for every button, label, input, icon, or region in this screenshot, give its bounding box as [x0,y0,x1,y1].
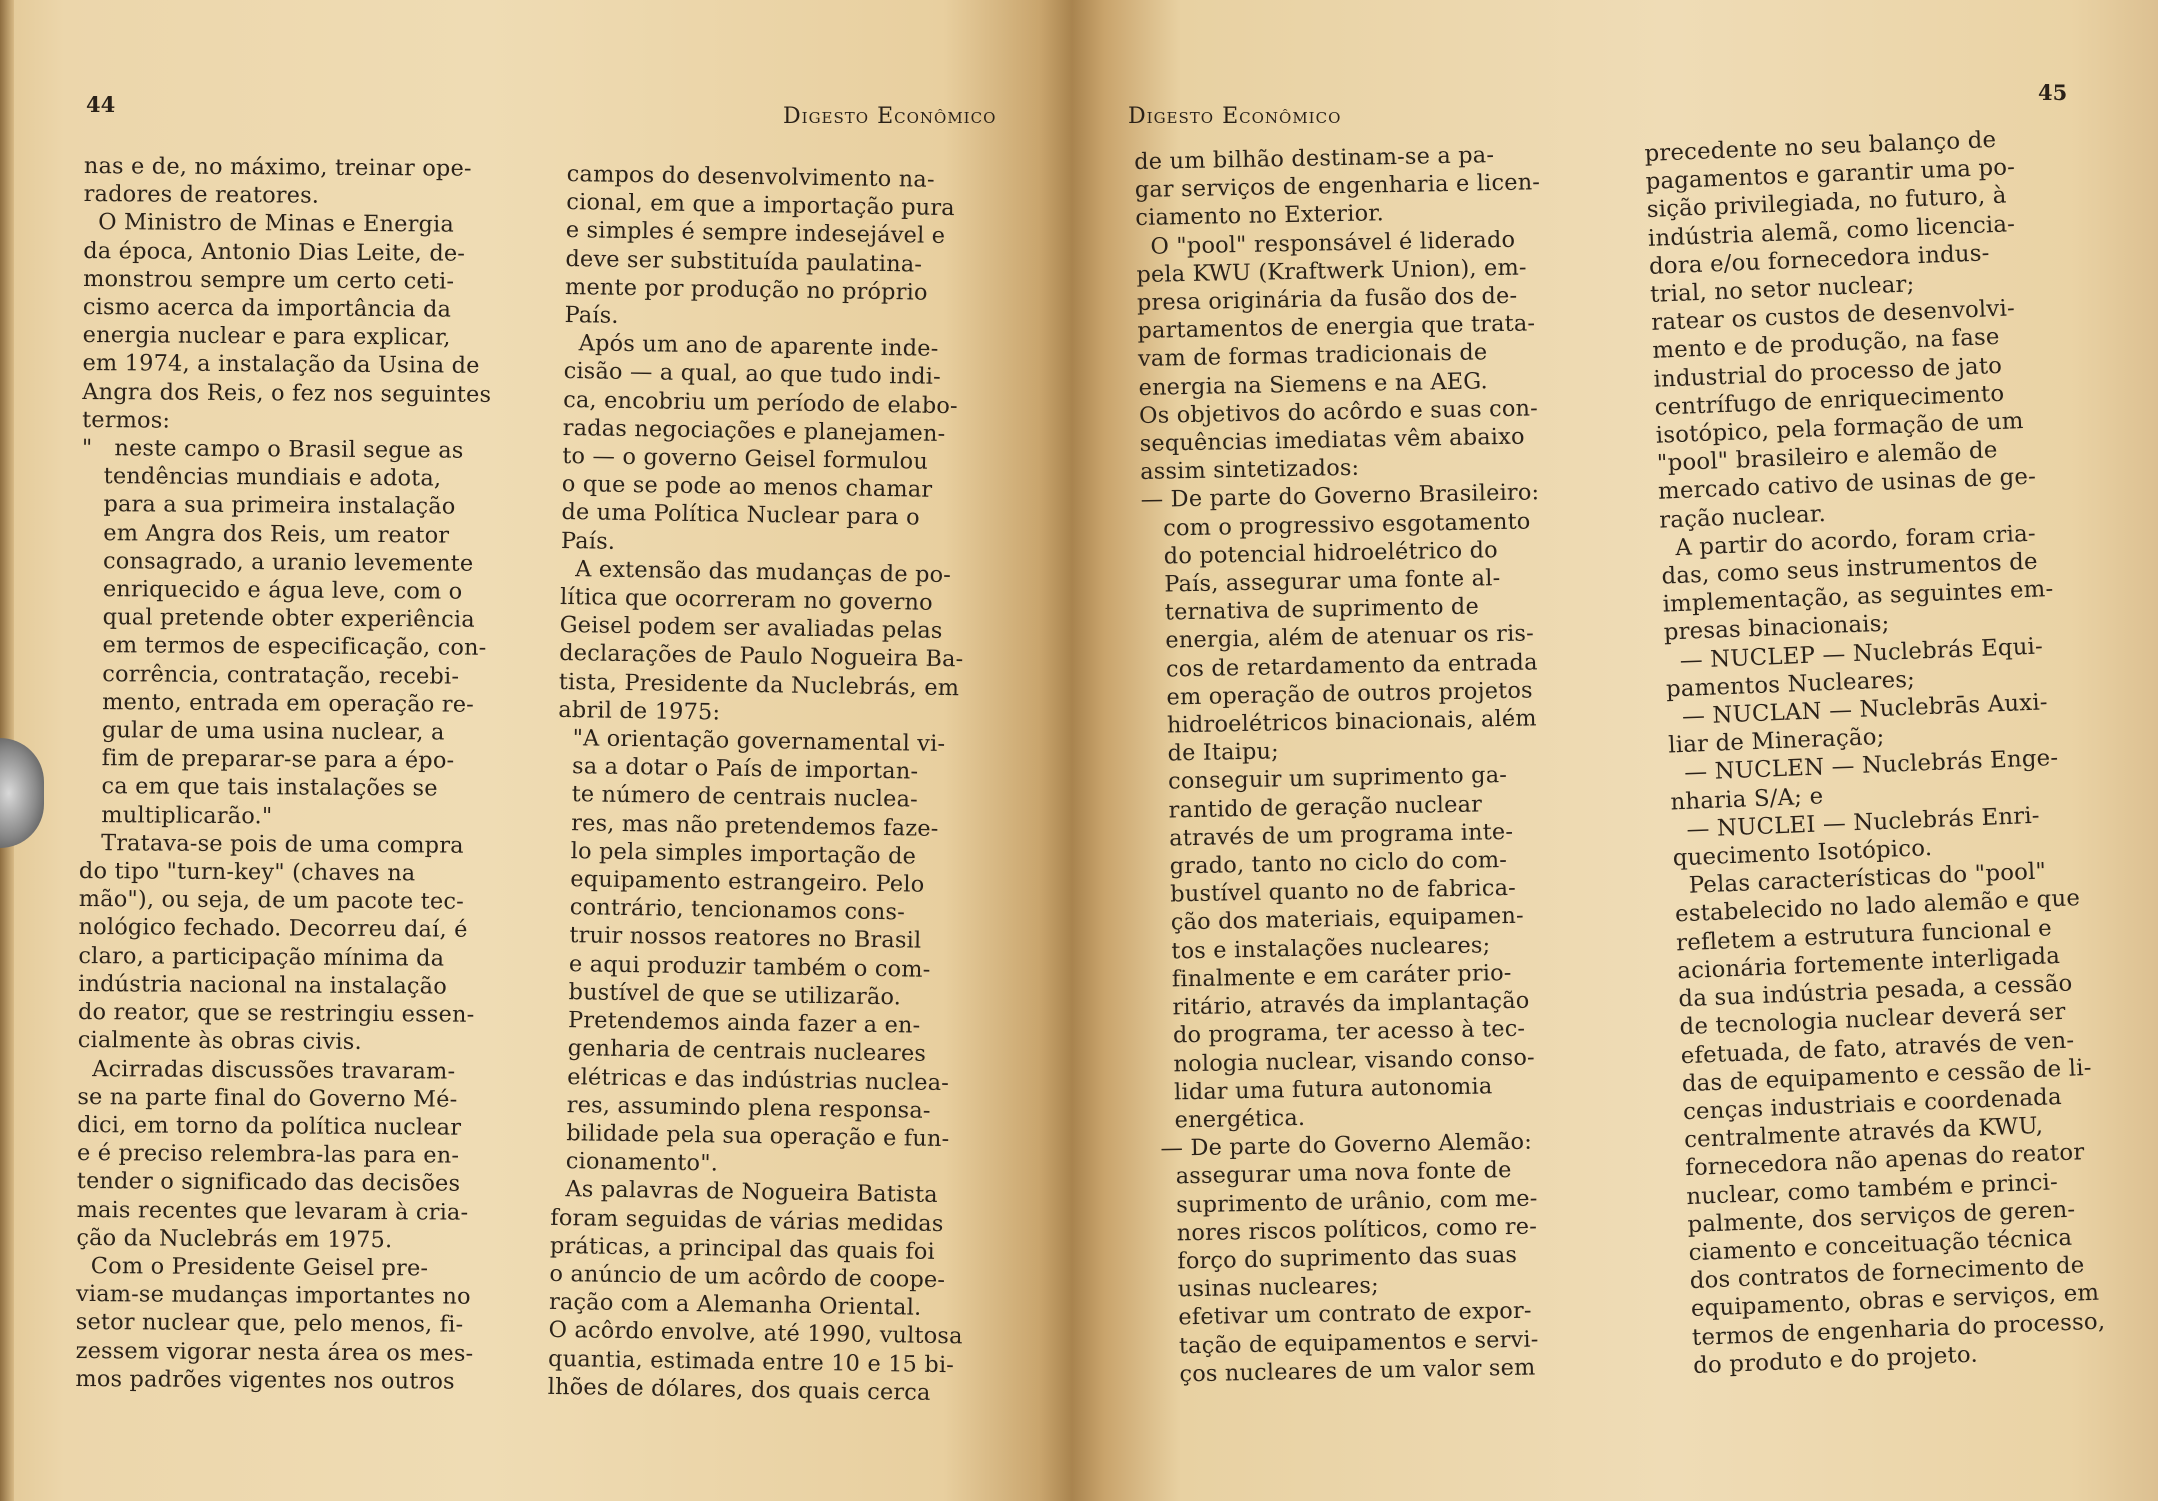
column-left-2: campos do desenvolvimento na- cional, em que a importação pura e simples é sempre indesejável e deve ser substituída paulatina- mente por produção no próprio País. Após um ano de aparente inde- cisão — a qual, ao que tudo indi- ca, encobriu um período de elabo- radas negociações e planejamen- to — o governo Geisel formulou o que se pode ao menos chamar de uma Política Nuclear para o País. A extensão das mudanças de po- lítica que ocorreram no governo Geisel podem ser avaliadas pelas declarações de Paulo Nogueira Ba- tista, Presidente da Nuclebrás, em abril de 1975: "A orientação governamental vi- sa a dotar o País de importan- te número de centrais nuclea- res, mas não pretendemos faze- lo pela simples importação de equipamento estrangeiro. Pelo contrário, tencionamos cons- truir nossos reatores no Brasil e aqui produzir também o com- bustível de que se utilizarão. Pretendemos ainda fazer a en- genharia de centrais nucleares elétricas e das indústrias nuclea- res, assumindo plena responsa- bilidade pela sua operação e fun- cionamento". As palavras de Nogueira Batista foram seguidas de várias medidas práticas, a principal das quais foi o anúncio de um acôrdo de coope- ração com a Alemanha Oriental. O acôrdo envolve, até 1990, vultosa quantia, estimada entre 10 e 15 bi- lhões de dólares, dos quais cerca [547,160,964,1406]
column-left-1: nas e de, no máximo, treinar ope- radores de reatores. O Ministro de Minas e Energia da época, Antonio Dias Leite, de- monstrou sempre um certo ceti- cismo acerca da importância da energia nuclear e para explicar, em 1974, a instalação da Usina de Angra dos Reis, o fez nos seguintes termos: " neste campo o Brasil segue as tendências mundiais e adota, para a sua primeira instalação em Angra dos Reis, um reator consagrado, a uranio levemente enriquecido e água leve, com o qual pretende obter experiência em termos de especificação, con- corrência, contratação, recebi- mento, entrada em operação re- gular de uma usina nuclear, a fim de preparar-se para a épo- ca em que tais instalações se multiplicarão." Tratava-se pois de uma compra do tipo "turn-key" (chaves na mão"), ou seja, de um pacote tec- nológico fechado. Decorreu daí, é claro, a participação mínima da indústria nacional na instalação do reator, que se restringiu essen- cialmente às obras civis. Acirradas discussões travaram- se na parte final do Governo Mé- dici, em torno da política nuclear e é preciso relembra-las para en- tender o significado das decisões mais recentes que levaram à cria- ção da Nuclebrás em 1975. Com o Presidente Geisel pre- viam-se mudanças importantes no setor nuclear que, pelo menos, fi- zessem vigorar nesta área os mes- mos padrões vigentes nos outros [75,152,492,1395]
running-header-right: Digesto Econômico [1128,104,1342,129]
running-header-left: Digesto Econômico [783,104,997,129]
page-number-right: 45 [2038,80,2068,105]
page-number-left: 44 [86,92,116,117]
column-right-2: precedente no seu balanço de pagamentos e garantir uma po- sição privilegiada, no futuro, à indústria alemã, como licencia- dora e/ou fornecedora indus- trial, no setor nuclear; ratear os custos de desenvolvi- mento e de produção, na fase industrial do processo de jato centrífugo de enriquecimento isotópico, pela formação de um "pool" brasileiro e alemão de mercado cativo de usinas de ge- ração nuclear. A partir do acordo, foram cria- das, como seus instrumentos de implementação, as seguintes em- presas binacionais; — NUCLEP — Nuclebrás Equi- pamentos Nucleares; — NUCLAN — Nuclebrās Auxi- liar de Mineração; — NUCLEN — Nuclebrás Enge- nharia S/A; e — NUCLEI — Nuclebrás Enri- quecimento Isotópico. Pelas características do "pool" estabelecido no lado alemão e que refletem a estrutura funcional e acionária fortemente interligada da sua indústria pesada, a cessão de tecnologia nuclear deverá ser efetuada, de fato, através de ven- das de equipamento e cessão de li- cenças industriais e coordenada centralmente através da KWU, fornecedora não apenas do reator nuclear, como também e princi- palmente, dos serviços de geren- ciamento e conceituação técnica dos contratos de fornecimento de equipamento, obras e serviços, em termos de engenharia do processo, do produto e do projeto. [1644,126,2106,1379]
binder-clip-icon [0,738,44,848]
column-right-1: de um bilhão destinam-se a pa- gar serviços de engenharia e licen- ciamento no Exterior. O "pool" responsável é liderado pela KWU (Kraftwerk Union), em- presa originária da fusão dos de- partamentos de energia que trata- vam de formas tradicionais de energia na Siemens e na AEG. Os objetivos do acôrdo e suas con- sequências imediatas vêm abaixo assim sintetizados: — De parte do Governo Brasileiro: com o progressivo esgotamento do potencial hidroelétrico do País, assegurar uma fonte al- ternativa de suprimento de energia, além de atenuar os ris- cos de retardamento da entrada em operação de outros projetos hidroelétricos binacionais, além de Itaipu; conseguir um suprimento ga- rantido de geração nuclear através de um programa inte- grado, tanto no ciclo do com- bustível quanto no de fabrica- ção dos materiais, equipamen- tos e instalações nucleares; finalmente e em caráter prio- ritário, através da implantação do programa, ter acesso à tec- nologia nuclear, visando conso- lidar uma futura autonomia energética. — De parte do Governo Alemão: assegurar uma nova fonte de suprimento de urânio, com me- nores riscos políticos, como re- forço do suprimento das suas usinas nucleares; efetivar um contrato de expor- tação de equipamentos e servi- ços nucleares de um valor sem [1134,142,1541,1388]
page-44 [0,0,1072,1501]
